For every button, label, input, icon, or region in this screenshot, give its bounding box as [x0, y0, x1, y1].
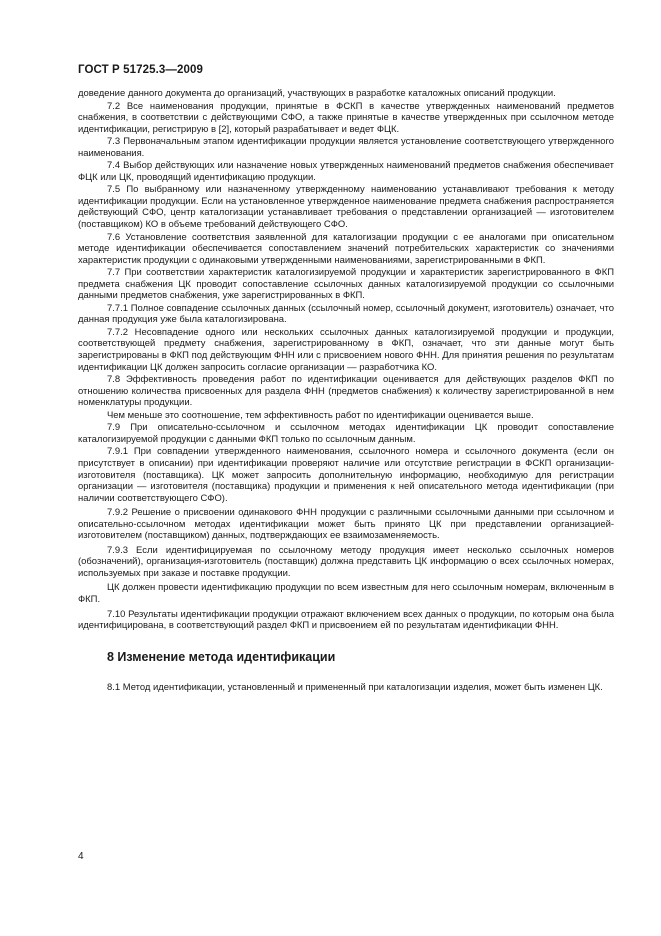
document-body — [78, 88, 614, 694]
paragraph-7-9-3: 7.9.3 Если идентифицируемая по ссылочному методу продукция имеет несколько ссылочных номеров (обозначений), организация-изготовитель (поставщик) должна представить ЦК информацию о всех ссылочных номерах, используемых при заказе и поставке продукции. — [78, 544, 614, 579]
section-8-heading: 8 Изменение метода идентификации — [107, 649, 336, 664]
paragraph-7-8: 7.8 Эффективность проведения работ по идентификации оценивается для действующих разделов ФКП по отношению количества присвоенных для раздела ФНН (предметов снабжения) к количеству зарегистрированной в нем номенклатуры продукции. — [78, 374, 614, 409]
paragraph-7-7: 7.7 При соответствии характеристик каталогизируемой продукции и характеристик зарегистрированного в ФКП предмета снабжения ЦК проводит сопоставление ссылочных данных каталогизируемой продукции со ссылочными данными предметов снабжения, уже зарегистрированных в ФКП. — [78, 267, 614, 302]
paragraph-continuation: доведение данного документа до организаций, участвующих в разработке каталожных описаний продукции. — [78, 88, 556, 99]
paragraph-7-6: 7.6 Установление соответствия заявленной для каталогизации продукции с ее аналогами при описательном методе идентификации обеспечивается сопоставлением значений потребительских характеристик со значениями характеристик продукции с одинаковыми утвержденными наименованиями, зарегистрированными в ФКП. — [78, 231, 614, 266]
paragraph-7-9-2: 7.9.2 Решение о присвоении одинакового ФНН продукции с различными ссылочными данными при ссылочном и описательно-ссылочном методах идентификации может быть принято ЦК при представлении организацией-изготовителем (поставщиком) данных, подтверждающих ее взаимозаменяемость. — [78, 507, 614, 542]
paragraph-7-4: 7.4 Выбор действующих или назначение новых утвержденных наименований предметов снабжения обеспечивает ФЦК или ЦК, проводящий идентификацию продукции. — [78, 160, 614, 183]
paragraph-7-9: 7.9 При описательно-ссылочном и ссылочном методах идентификации ЦК проводит сопоставление каталогизируемой продукции с данными ФКП только по ссылочным данным. — [78, 422, 614, 445]
paragraph-7-7-2: 7.7.2 Несовпадение одного или нескольких ссылочных данных каталогизируемой продукции и продукции, соответствующей предмету снабжения, зарегистрированному в ФКП, означает, что эти данные могут быть зарегистрированы в ФКП под действующим ФНН или с присвоением нового ФНН. Для принятия решения по результатам идентификации ЦК должен запросить согласие организации — разработчика КО. — [78, 326, 614, 373]
paragraph-7-10: 7.10 Результаты идентификации продукции отражают включением всех данных о продукции, по которым она была идентифицирована, в соответствующий раздел ФКП и присвоением ей по результатам идентификации ФНН. — [78, 608, 614, 632]
page-number: 4 — [78, 851, 84, 862]
paragraph-7-2: 7.2 Все наименования продукции, принятые в ФСКП в качестве утвержденных наименований предметов снабжения, в соответствии с действующими СФО, а также принятые в качестве утвержденных при ссылочном методе идентификации, регистрирую в [2], который разрабатывает и ведет ФЦК. — [78, 100, 614, 135]
paragraph-7-7-1: 7.7.1 Полное совпадение ссылочных данных (ссылочный номер, ссылочный документ, изготовитель) означает, что данная продукция уже была каталогизирована. — [78, 302, 614, 326]
paragraph-7-9-1: 7.9.1 При совпадении утвержденного наименования, ссылочного номера и ссылочного документа (если он присутствует в описании) при идентификации проверяют наличие или отсутствие регистрации в ФСКП организации-изготовителя (поставщика). ЦК может запросить дополнительную информацию, необходимую для регистрации организации — изготовителя (поставщика) продукции и применения к ней описательного метода идентификации (при наличии соответствующего СФО). — [78, 446, 614, 504]
paragraph-7-8-note: Чем меньше это соотношение, тем эффективность работ по идентификации оценивается выше. — [107, 409, 534, 421]
document-header: ГОСТ Р 51725.3—2009 — [78, 64, 203, 76]
paragraph-8-1: 8.1 Метод идентификации, установленный и примененный при каталогизации изделия, может быть изменен ЦК. — [107, 681, 603, 693]
paragraph-7-9-3-note: ЦК должен провести идентификацию продукции по всем известным для него ссылочным номерам, включенным в ФКП. — [78, 582, 614, 605]
paragraph-7-3: 7.3 Первоначальным этапом идентификации продукции является установление соответствующего утвержденного наименования. — [78, 136, 614, 159]
paragraph-7-5: 7.5 По выбранному или назначенному утвержденному наименованию устанавливают требования к методу идентификации продукции. Если на установленное утвержденное наименование предмета снабжения распространяется действующий СФО, центр каталогизации устанавливает требования о представлении организацией — изготовителем (поставщиком) КО в объеме требований действующего СФО. — [78, 184, 614, 231]
